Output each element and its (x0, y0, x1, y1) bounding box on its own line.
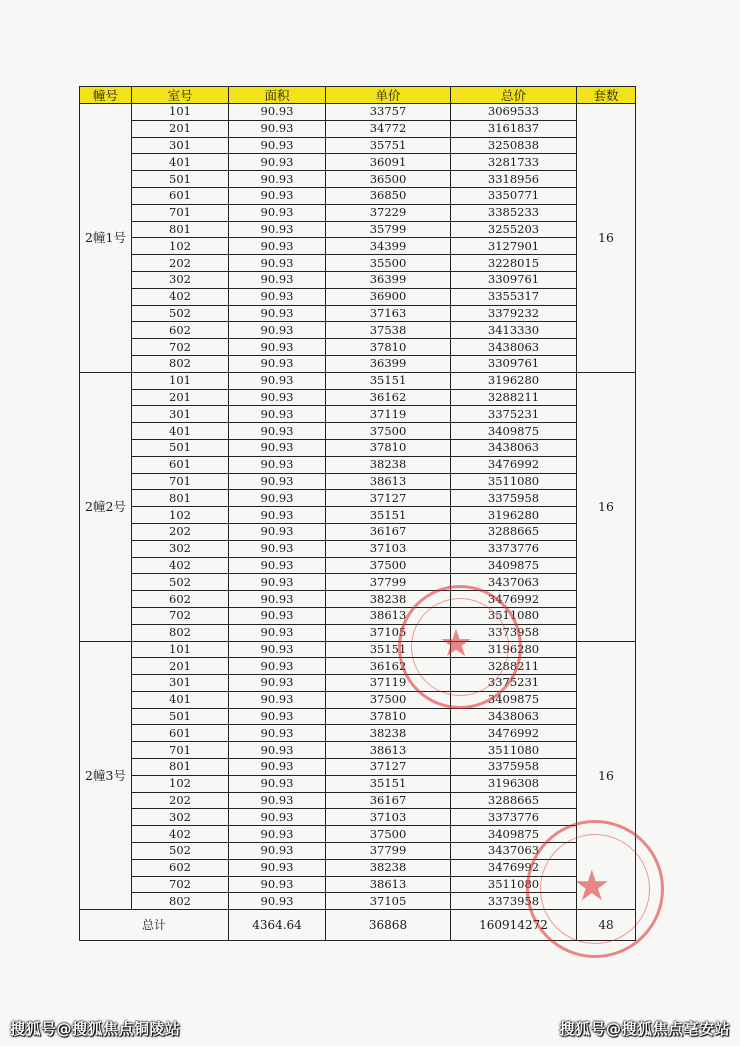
table-row (80, 708, 636, 725)
unit-price-cell: 35151 (326, 372, 451, 389)
unit-price-cell: 35151 (326, 641, 451, 658)
unit-price-cell: 37500 (326, 557, 451, 574)
total-price-cell: 3511080 (451, 473, 577, 490)
unit-price-cell: 37103 (326, 540, 451, 557)
table-row (80, 523, 636, 540)
room-cell: 201 (132, 389, 229, 406)
total-price-cell: 3196280 (451, 372, 577, 389)
unit-price-cell: 35751 (326, 137, 451, 154)
table-row (80, 456, 636, 473)
building-cell: 2幢3号 (80, 641, 132, 910)
room-cell: 301 (132, 406, 229, 423)
table-row (80, 187, 636, 204)
table-row (80, 843, 636, 860)
table-row (80, 389, 636, 406)
area-cell: 90.93 (229, 675, 326, 692)
area-cell: 90.93 (229, 658, 326, 675)
area-cell: 90.93 (229, 624, 326, 641)
total-price-cell: 3318956 (451, 171, 577, 188)
room-cell: 701 (132, 473, 229, 490)
room-cell: 501 (132, 171, 229, 188)
unit-price-cell: 38613 (326, 473, 451, 490)
unit-price-cell: 37810 (326, 439, 451, 456)
unit-price-cell: 37810 (326, 339, 451, 356)
area-cell: 90.93 (229, 523, 326, 540)
table-row (80, 372, 636, 389)
area-cell: 90.93 (229, 708, 326, 725)
room-cell: 701 (132, 742, 229, 759)
area-cell: 90.93 (229, 893, 326, 910)
table-row (80, 507, 636, 524)
room-cell: 202 (132, 255, 229, 272)
total-price-cell: 3161837 (451, 120, 577, 137)
room-cell: 201 (132, 120, 229, 137)
count-cell: 16 (577, 372, 636, 641)
total-price-cell: 3373776 (451, 809, 577, 826)
total-price-cell: 3409875 (451, 691, 577, 708)
room-cell: 401 (132, 423, 229, 440)
area-cell: 90.93 (229, 406, 326, 423)
unit-price-cell: 36900 (326, 288, 451, 305)
total-price-cell: 3511080 (451, 876, 577, 893)
table-row (80, 809, 636, 826)
total-price-cell: 3281733 (451, 154, 577, 171)
total-price-cell: 3196280 (451, 507, 577, 524)
unit-price-cell: 34399 (326, 238, 451, 255)
table-row (80, 607, 636, 624)
total-price-cell: 3409875 (451, 423, 577, 440)
area-cell: 90.93 (229, 742, 326, 759)
room-cell: 302 (132, 271, 229, 288)
area-cell: 90.93 (229, 154, 326, 171)
table-row (80, 322, 636, 339)
table-row (80, 591, 636, 608)
table-row (80, 288, 636, 305)
total-price-cell: 3127901 (451, 238, 577, 255)
area-cell: 90.93 (229, 171, 326, 188)
table-row (80, 641, 636, 658)
header-room: 室号 (132, 87, 229, 104)
total-price-cell: 3350771 (451, 187, 577, 204)
table-row (80, 355, 636, 372)
table-row (80, 557, 636, 574)
unit-price-cell: 37103 (326, 809, 451, 826)
company-seal-1: ★ (398, 585, 522, 709)
area-cell: 90.93 (229, 775, 326, 792)
total-price: 160914272 (451, 910, 577, 941)
table-row (80, 859, 636, 876)
total-price-cell: 3288665 (451, 523, 577, 540)
unit-price-cell: 38613 (326, 607, 451, 624)
unit-price-cell: 37500 (326, 691, 451, 708)
header-count: 套数 (577, 87, 636, 104)
total-price-cell: 3379232 (451, 305, 577, 322)
area-cell: 90.93 (229, 104, 326, 121)
area-cell: 90.93 (229, 876, 326, 893)
total-price-cell: 3375231 (451, 406, 577, 423)
area-cell: 90.93 (229, 187, 326, 204)
room-cell: 302 (132, 540, 229, 557)
unit-price-cell: 36091 (326, 154, 451, 171)
unit-price-cell: 37799 (326, 574, 451, 591)
header-row (80, 87, 636, 104)
unit-price-cell: 36850 (326, 187, 451, 204)
area-cell: 90.93 (229, 339, 326, 356)
table-row (80, 137, 636, 154)
room-cell: 601 (132, 725, 229, 742)
room-cell: 102 (132, 507, 229, 524)
table-row (80, 104, 636, 121)
table-row (80, 339, 636, 356)
total-price-cell: 3476992 (451, 591, 577, 608)
room-cell: 501 (132, 439, 229, 456)
table-row (80, 255, 636, 272)
area-cell: 90.93 (229, 305, 326, 322)
total-price-cell: 3069533 (451, 104, 577, 121)
total-price-cell: 3255203 (451, 221, 577, 238)
room-cell: 202 (132, 523, 229, 540)
unit-price-cell: 36167 (326, 792, 451, 809)
unit-price-cell: 33757 (326, 104, 451, 121)
unit-price-cell: 37810 (326, 708, 451, 725)
header-building: 幢号 (80, 87, 132, 104)
room-cell: 101 (132, 104, 229, 121)
total-price-cell: 3309761 (451, 271, 577, 288)
table-row (80, 154, 636, 171)
area-cell: 90.93 (229, 490, 326, 507)
table-row (80, 725, 636, 742)
table-row (80, 423, 636, 440)
room-cell: 701 (132, 204, 229, 221)
table-row (80, 826, 636, 843)
unit-price-cell: 36167 (326, 523, 451, 540)
table-row (80, 893, 636, 910)
table-row (80, 204, 636, 221)
unit-price-cell: 37127 (326, 759, 451, 776)
count-cell: 16 (577, 104, 636, 373)
total-price-cell: 3409875 (451, 557, 577, 574)
unit-price-cell: 37119 (326, 406, 451, 423)
price-list-body (80, 104, 636, 910)
building-cell: 2幢1号 (80, 104, 132, 373)
area-cell: 90.93 (229, 120, 326, 137)
total-price-cell: 3476992 (451, 725, 577, 742)
area-cell: 90.93 (229, 507, 326, 524)
table-row (80, 221, 636, 238)
company-seal-2: ★ (526, 820, 664, 958)
total-price-cell: 3385233 (451, 204, 577, 221)
unit-price-cell: 36162 (326, 658, 451, 675)
total-price-cell: 3196308 (451, 775, 577, 792)
total-price-cell: 3355317 (451, 288, 577, 305)
table-row (80, 439, 636, 456)
area-cell: 90.93 (229, 591, 326, 608)
area-cell: 90.93 (229, 355, 326, 372)
total-unit-price: 36868 (326, 910, 451, 941)
total-price-cell: 3373958 (451, 893, 577, 910)
table-row (80, 271, 636, 288)
area-cell: 90.93 (229, 221, 326, 238)
room-cell: 301 (132, 137, 229, 154)
area-cell: 90.93 (229, 473, 326, 490)
unit-price-cell: 38238 (326, 859, 451, 876)
area-cell: 90.93 (229, 456, 326, 473)
area-cell: 90.93 (229, 204, 326, 221)
area-cell: 90.93 (229, 574, 326, 591)
area-cell: 90.93 (229, 809, 326, 826)
area-cell: 90.93 (229, 322, 326, 339)
total-price-cell: 3288665 (451, 792, 577, 809)
room-cell: 402 (132, 826, 229, 843)
room-cell: 202 (132, 792, 229, 809)
total-price-cell: 3476992 (451, 456, 577, 473)
unit-price-cell: 38613 (326, 876, 451, 893)
room-cell: 702 (132, 607, 229, 624)
unit-price-cell: 37127 (326, 490, 451, 507)
area-cell: 90.93 (229, 238, 326, 255)
room-cell: 101 (132, 372, 229, 389)
room-cell: 102 (132, 238, 229, 255)
room-cell: 502 (132, 574, 229, 591)
total-price-cell: 3409875 (451, 826, 577, 843)
table-row (80, 171, 636, 188)
unit-price-cell: 35500 (326, 255, 451, 272)
header-total-price: 总价 (451, 87, 577, 104)
table-row (80, 490, 636, 507)
room-cell: 601 (132, 456, 229, 473)
total-price-cell: 3511080 (451, 742, 577, 759)
unit-price-cell: 37500 (326, 826, 451, 843)
total-price-cell: 3413330 (451, 322, 577, 339)
unit-price-cell: 37105 (326, 624, 451, 641)
room-cell: 502 (132, 305, 229, 322)
room-cell: 102 (132, 775, 229, 792)
table-row (80, 691, 636, 708)
unit-price-cell: 37105 (326, 893, 451, 910)
room-cell: 801 (132, 759, 229, 776)
area-cell: 90.93 (229, 372, 326, 389)
footer-watermark-left: 搜狐号@搜狐焦点铜陵站 (10, 1020, 181, 1038)
room-cell: 501 (132, 708, 229, 725)
unit-price-cell: 38613 (326, 742, 451, 759)
total-count: 48 (577, 910, 636, 941)
room-cell: 802 (132, 355, 229, 372)
total-row (80, 910, 636, 941)
room-cell: 702 (132, 876, 229, 893)
unit-price-cell: 35151 (326, 507, 451, 524)
room-cell: 802 (132, 624, 229, 641)
area-cell: 90.93 (229, 641, 326, 658)
table-row (80, 876, 636, 893)
unit-price-cell: 36399 (326, 271, 451, 288)
room-cell: 301 (132, 675, 229, 692)
area-cell: 90.93 (229, 255, 326, 272)
room-cell: 402 (132, 557, 229, 574)
room-cell: 602 (132, 591, 229, 608)
table-row (80, 406, 636, 423)
table-row (80, 759, 636, 776)
unit-price-cell: 35151 (326, 775, 451, 792)
table-row (80, 473, 636, 490)
room-cell: 702 (132, 339, 229, 356)
table-row (80, 540, 636, 557)
area-cell: 90.93 (229, 843, 326, 860)
unit-price-cell: 38238 (326, 725, 451, 742)
total-price-cell: 3288211 (451, 389, 577, 406)
total-label: 总计 (80, 910, 229, 941)
unit-price-cell: 35799 (326, 221, 451, 238)
table-row (80, 120, 636, 137)
total-price-cell: 3375231 (451, 675, 577, 692)
unit-price-cell: 37163 (326, 305, 451, 322)
total-price-cell: 3288211 (451, 658, 577, 675)
room-cell: 601 (132, 187, 229, 204)
room-cell: 302 (132, 809, 229, 826)
area-cell: 90.93 (229, 759, 326, 776)
building-cell: 2幢2号 (80, 372, 132, 641)
table-row (80, 742, 636, 759)
total-price-cell: 3309761 (451, 355, 577, 372)
unit-price-cell: 34772 (326, 120, 451, 137)
area-cell: 90.93 (229, 423, 326, 440)
total-price-cell: 3438063 (451, 708, 577, 725)
price-list-table (79, 86, 636, 941)
unit-price-cell: 37119 (326, 675, 451, 692)
room-cell: 101 (132, 641, 229, 658)
unit-price-cell: 37229 (326, 204, 451, 221)
header-unit-price: 单价 (326, 87, 451, 104)
total-price-cell: 3511080 (451, 607, 577, 624)
unit-price-cell: 38238 (326, 456, 451, 473)
header-area: 面积 (229, 87, 326, 104)
room-cell: 502 (132, 843, 229, 860)
total-price-cell: 3437063 (451, 843, 577, 860)
table-row (80, 658, 636, 675)
area-cell: 90.93 (229, 826, 326, 843)
area-cell: 90.93 (229, 557, 326, 574)
area-cell: 90.93 (229, 137, 326, 154)
table-row (80, 624, 636, 641)
unit-price-cell: 37500 (326, 423, 451, 440)
total-price-cell: 3437063 (451, 574, 577, 591)
total-price-cell: 3375958 (451, 490, 577, 507)
total-area: 4364.64 (229, 910, 326, 941)
total-price-cell: 3373958 (451, 624, 577, 641)
total-price-cell: 3375958 (451, 759, 577, 776)
unit-price-cell: 36500 (326, 171, 451, 188)
unit-price-cell: 36162 (326, 389, 451, 406)
area-cell: 90.93 (229, 439, 326, 456)
total-price-cell: 3476992 (451, 859, 577, 876)
area-cell: 90.93 (229, 389, 326, 406)
total-price-cell: 3228015 (451, 255, 577, 272)
room-cell: 402 (132, 288, 229, 305)
total-price-cell: 3196280 (451, 641, 577, 658)
unit-price-cell: 38238 (326, 591, 451, 608)
area-cell: 90.93 (229, 607, 326, 624)
count-cell: 16 (577, 641, 636, 910)
room-cell: 801 (132, 490, 229, 507)
table-row (80, 675, 636, 692)
unit-price-cell: 37799 (326, 843, 451, 860)
area-cell: 90.93 (229, 725, 326, 742)
table-row (80, 305, 636, 322)
room-cell: 201 (132, 658, 229, 675)
table-row (80, 574, 636, 591)
footer-watermark-right: 搜狐号@搜狐焦点亳安站 (559, 1020, 730, 1038)
area-cell: 90.93 (229, 540, 326, 557)
room-cell: 802 (132, 893, 229, 910)
area-cell: 90.93 (229, 271, 326, 288)
area-cell: 90.93 (229, 859, 326, 876)
unit-price-cell: 36399 (326, 355, 451, 372)
table-row (80, 238, 636, 255)
area-cell: 90.93 (229, 691, 326, 708)
total-price-cell: 3250838 (451, 137, 577, 154)
area-cell: 90.93 (229, 288, 326, 305)
area-cell: 90.93 (229, 792, 326, 809)
room-cell: 602 (132, 859, 229, 876)
room-cell: 401 (132, 691, 229, 708)
room-cell: 801 (132, 221, 229, 238)
unit-price-cell: 37538 (326, 322, 451, 339)
total-price-cell: 3438063 (451, 339, 577, 356)
table-row (80, 775, 636, 792)
room-cell: 401 (132, 154, 229, 171)
room-cell: 602 (132, 322, 229, 339)
total-price-cell: 3438063 (451, 439, 577, 456)
table-row (80, 792, 636, 809)
total-price-cell: 3373776 (451, 540, 577, 557)
